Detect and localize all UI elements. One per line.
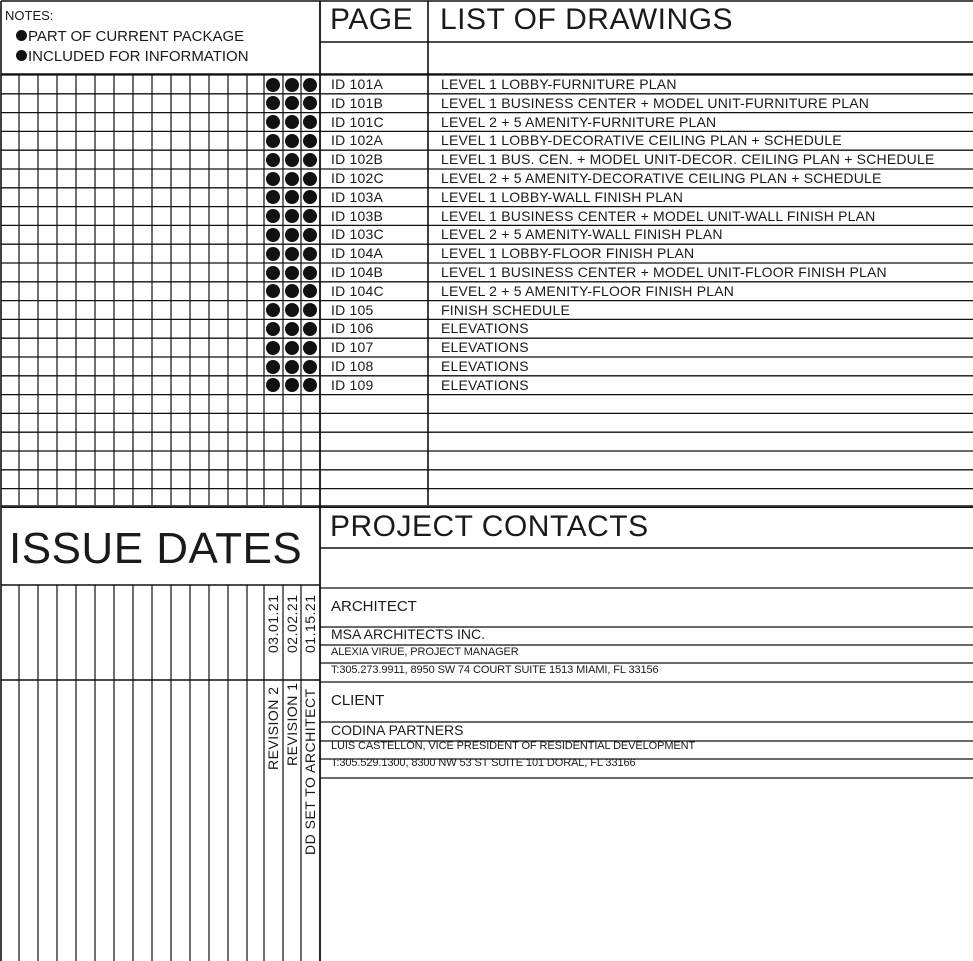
issue-mark-dot-icon bbox=[303, 247, 317, 261]
drawing-page-number: ID 101A bbox=[331, 76, 383, 92]
project-contacts-header: PROJECT CONTACTS bbox=[330, 510, 649, 543]
issue-mark-dot-icon bbox=[303, 228, 317, 242]
issue-mark-dot-icon bbox=[266, 266, 280, 280]
filled-dot-icon bbox=[16, 50, 27, 61]
drawing-page-number: ID 101B bbox=[331, 94, 383, 111]
list-of-drawings-header: LIST OF DRAWINGS bbox=[440, 3, 734, 36]
issue-mark-dot-icon bbox=[266, 341, 280, 355]
drawing-title: LEVEL 1 LOBBY-DECORATIVE CEILING PLAN + SCHEDULE bbox=[441, 132, 842, 149]
issue-mark-dot-icon bbox=[303, 153, 317, 167]
drawing-title: LEVEL 2 + 5 AMENITY-DECORATIVE CEILING PLAN + SCHEDULE bbox=[441, 170, 882, 186]
issue-mark-dot-icon bbox=[303, 209, 317, 223]
drawing-title: FINISH SCHEDULE bbox=[441, 301, 571, 318]
drawing-page-number: ID 109 bbox=[331, 376, 374, 393]
note-label: INCLUDED FOR INFORMATION bbox=[28, 48, 249, 65]
drawing-page-number: ID 102B bbox=[331, 151, 383, 168]
issue-mark-dot-icon bbox=[266, 228, 280, 242]
issue-mark-dot-icon bbox=[285, 266, 299, 280]
drawing-title: LEVEL 1 BUS. CEN. + MODEL UNIT-DECOR. CEILING PLAN + SCHEDULE bbox=[441, 151, 935, 168]
contact-person: LUIS CASTELLON, VICE PRESIDENT OF RESIDENTIAL DEVELOPMENT bbox=[331, 740, 696, 752]
note-label: PART OF CURRENT PACKAGE bbox=[28, 28, 245, 45]
drawing-page-number: ID 107 bbox=[331, 339, 374, 356]
drawing-page-number: ID 102A bbox=[331, 132, 383, 149]
issue-mark-dot-icon bbox=[303, 134, 317, 148]
note-included-for-information bbox=[16, 48, 249, 65]
issue-mark-dot-icon bbox=[285, 78, 299, 92]
drawing-page-number: ID 101C bbox=[331, 113, 384, 130]
issue-mark-dot-icon bbox=[303, 360, 317, 374]
drawing-title: ELEVATIONS bbox=[441, 339, 529, 356]
issue-mark-dot-icon bbox=[266, 172, 280, 186]
drawing-title: LEVEL 2 + 5 AMENITY-WALL FINISH PLAN bbox=[441, 226, 723, 243]
issue-mark-dot-icon bbox=[266, 360, 280, 374]
drawing-page-number: ID 106 bbox=[331, 320, 374, 337]
drawing-page-number: ID 103B bbox=[331, 207, 383, 224]
issue-date: 02.02.21 bbox=[284, 594, 300, 653]
issue-mark-dot-icon bbox=[285, 134, 299, 148]
filled-dot-icon bbox=[16, 30, 27, 41]
issue-mark-dot-icon bbox=[285, 322, 299, 336]
drawing-title: LEVEL 1 LOBBY-FLOOR FINISH PLAN bbox=[441, 245, 695, 262]
contact-details: T:305.529.1300, 8300 NW 53 ST SUITE 101 DORAL, FL 33166 bbox=[331, 757, 636, 769]
issue-mark-dot-icon bbox=[285, 360, 299, 374]
drawing-page-number: ID 108 bbox=[331, 358, 374, 374]
issue-date: 01.15.21 bbox=[302, 594, 318, 653]
issue-date: 03.01.21 bbox=[265, 594, 281, 653]
issue-mark-dot-icon bbox=[303, 341, 317, 355]
drawing-page-number: ID 102C bbox=[331, 170, 384, 186]
notes-title: NOTES: bbox=[5, 8, 54, 23]
drawing-title: ELEVATIONS bbox=[441, 320, 529, 337]
drawing-title: LEVEL 1 LOBBY-FURNITURE PLAN bbox=[441, 76, 677, 92]
drawing-title: ELEVATIONS bbox=[441, 376, 529, 393]
issue-mark-dot-icon bbox=[266, 78, 280, 92]
drawing-title: LEVEL 1 BUSINESS CENTER + MODEL UNIT-FURNITURE PLAN bbox=[441, 94, 870, 111]
issue-mark-dot-icon bbox=[266, 303, 280, 317]
drawing-page-number: ID 103A bbox=[331, 188, 383, 205]
drawing-title: ELEVATIONS bbox=[441, 358, 529, 374]
issue-description: DD SET TO ARCHITECT bbox=[302, 688, 318, 855]
issue-mark-dot-icon bbox=[266, 153, 280, 167]
issue-description: REVISION 1 bbox=[284, 682, 300, 766]
note-current-package bbox=[16, 28, 244, 45]
drawing-page-number: ID 104B bbox=[331, 264, 383, 280]
issue-mark-dot-icon bbox=[303, 115, 317, 129]
issue-mark-dot-icon bbox=[285, 303, 299, 317]
issue-mark-dot-icon bbox=[266, 322, 280, 336]
page-column-header: PAGE bbox=[330, 3, 414, 36]
contact-role: ARCHITECT bbox=[331, 598, 417, 615]
drawing-title: LEVEL 1 BUSINESS CENTER + MODEL UNIT-FLOOR FINISH PLAN bbox=[441, 264, 887, 280]
issue-mark-dot-icon bbox=[285, 115, 299, 129]
contact-details: T:305.273.9911, 8950 SW 74 COURT SUITE 1513 MIAMI, FL 33156 bbox=[331, 664, 659, 676]
issue-mark-dot-icon bbox=[285, 209, 299, 223]
contact-role: CLIENT bbox=[331, 692, 385, 709]
issue-mark-dot-icon bbox=[266, 134, 280, 148]
issue-description: REVISION 2 bbox=[265, 686, 281, 770]
issue-mark-dot-icon bbox=[266, 209, 280, 223]
drawing-title: LEVEL 2 + 5 AMENITY-FLOOR FINISH PLAN bbox=[441, 282, 735, 299]
drawing-page-number: ID 104C bbox=[331, 282, 384, 299]
drawing-title: LEVEL 1 LOBBY-WALL FINISH PLAN bbox=[441, 188, 684, 205]
issue-mark-dot-icon bbox=[285, 341, 299, 355]
issue-mark-dot-icon bbox=[303, 266, 317, 280]
contact-company: CODINA PARTNERS bbox=[331, 722, 464, 738]
issue-mark-dot-icon bbox=[303, 172, 317, 186]
drawing-page-number: ID 103C bbox=[331, 226, 384, 243]
drawing-page-number: ID 104A bbox=[331, 245, 383, 262]
drawing-page-number: ID 105 bbox=[331, 301, 374, 318]
issue-mark-dot-icon bbox=[285, 153, 299, 167]
contact-person: ALEXIA VIRUE, PROJECT MANAGER bbox=[331, 646, 519, 658]
contact-company: MSA ARCHITECTS INC. bbox=[331, 626, 486, 642]
issue-mark-dot-icon bbox=[285, 172, 299, 186]
issue-mark-dot-icon bbox=[285, 228, 299, 242]
issue-mark-dot-icon bbox=[285, 247, 299, 261]
drawing-title: LEVEL 2 + 5 AMENITY-FURNITURE PLAN bbox=[441, 113, 717, 130]
drawing-title: LEVEL 1 BUSINESS CENTER + MODEL UNIT-WALL FINISH PLAN bbox=[441, 207, 876, 224]
issue-mark-dot-icon bbox=[303, 322, 317, 336]
issue-mark-dot-icon bbox=[266, 115, 280, 129]
issue-dates-header: ISSUE DATES bbox=[9, 524, 303, 573]
issue-mark-dot-icon bbox=[303, 78, 317, 92]
issue-mark-dot-icon bbox=[266, 247, 280, 261]
issue-mark-dot-icon bbox=[303, 303, 317, 317]
